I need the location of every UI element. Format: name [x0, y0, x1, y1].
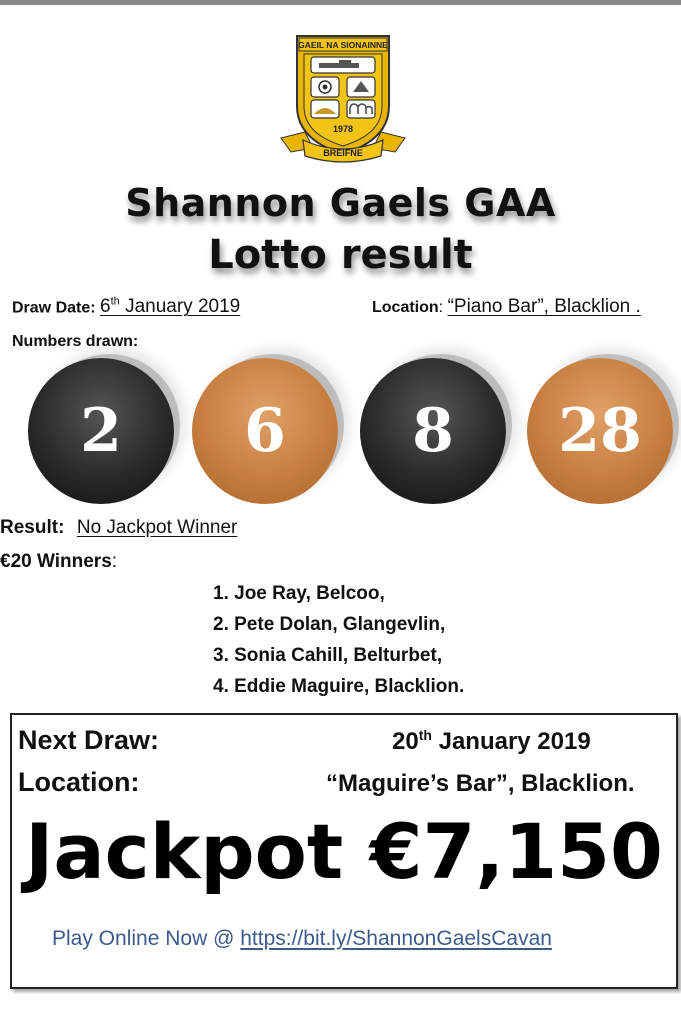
list-item: 4. Eddie Maguire, Blacklion. — [213, 676, 465, 697]
poster-subtitle: Lotto result — [208, 232, 473, 278]
crest-year: 1978 — [332, 124, 354, 134]
list-item: 2. Pete Dolan, Glangevlin, — [213, 614, 446, 635]
numbers-drawn-label: Numbers drawn: — [12, 333, 139, 350]
next-draw-label: Next Draw: — [18, 725, 160, 755]
poster-title: Shannon Gaels GAA — [125, 181, 556, 225]
club-crest-icon — [277, 28, 409, 164]
play-online-text: Play Online Now @ — [52, 927, 241, 950]
winners-list — [213, 582, 464, 706]
draw-location-colon: : — [438, 299, 448, 316]
jackpot-amount: Jackpot €7,150 — [25, 807, 663, 896]
winners-label-text: €20 Winners — [0, 551, 112, 572]
next-location-label: Location: — [18, 767, 140, 797]
result-label: Result: — [0, 517, 65, 538]
draw-date-rest: January 2019 — [119, 296, 241, 318]
list-item: 1. Joe Ray, Belcoo, — [213, 583, 385, 604]
draw-location-row — [372, 296, 641, 318]
result-value: No Jackpot Winner — [76, 517, 238, 538]
play-online-link[interactable]: https://bit.ly/ShannonGaelsCavan — [240, 927, 552, 950]
draw-date-row — [12, 296, 240, 318]
draw-location-label: Location — [372, 299, 439, 316]
top-border — [0, 0, 681, 5]
draw-date-suffix: th — [110, 296, 120, 308]
draw-date-colon: : — [90, 299, 101, 317]
crest-banner-bottom: BREIFNE — [323, 148, 363, 158]
list-item: 3. Sonia Cahill, Belturbet, — [213, 645, 443, 666]
draw-date-value — [100, 296, 240, 317]
next-location-value: “Maguire’s Bar”, Blacklion. — [326, 770, 635, 797]
result-row — [0, 517, 237, 539]
next-draw-suffix: th — [418, 727, 432, 743]
draw-date-label: Draw Date — [12, 299, 91, 317]
ball-2: 6 — [192, 358, 338, 504]
next-draw-date — [392, 727, 591, 756]
draw-location-value: “Piano Bar”, Blacklion . — [447, 296, 641, 317]
ball-1: 2 — [28, 358, 174, 504]
next-draw-rest: January 2019 — [431, 728, 591, 755]
winners-label: €20 Winners: — [0, 551, 118, 572]
play-online-row — [52, 927, 552, 951]
next-draw-day: 20 — [392, 728, 419, 755]
ball-3: 8 — [360, 358, 506, 504]
ball-4: 28 — [527, 358, 673, 504]
crest-banner-top: GAEIL NA SIONAINNE — [298, 40, 388, 50]
draw-date-day: 6 — [100, 296, 111, 318]
next-draw-box — [10, 713, 678, 989]
